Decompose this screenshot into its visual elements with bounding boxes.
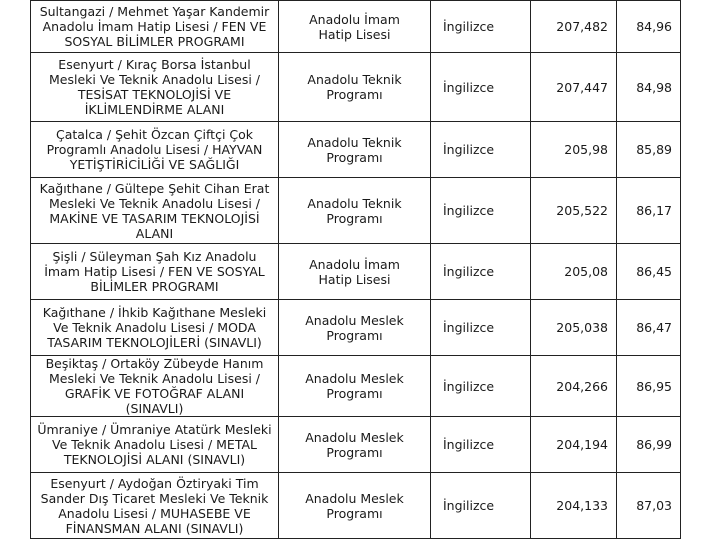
language-cell: İngilizce: [431, 1, 531, 53]
table-row: [31, 473, 681, 539]
program-type-cell: Anadolu Teknik Programı: [279, 122, 431, 178]
school-name-cell: Ümraniye / Ümraniye Atatürk Mesleki Ve Teknik Anadolu Lisesi / METAL TEKNOLOJİSİ ALANI (SINAVLI): [31, 417, 279, 473]
language-cell: İngilizce: [431, 300, 531, 356]
program-type-cell: Anadolu Meslek Programı: [279, 473, 431, 539]
language-cell: İngilizce: [431, 473, 531, 539]
program-type-cell: Anadolu Meslek Programı: [279, 300, 431, 356]
percentile-cell: 86,95: [617, 356, 681, 417]
language-cell: İngilizce: [431, 417, 531, 473]
table-row: [31, 417, 681, 473]
school-name-cell: Esenyurt / Aydoğan Öztiryaki Tim Sander Dış Ticaret Mesleki Ve Teknik Anadolu Lisesi / MUHASEBE VE FİNANSMAN ALANI (SINAVLI): [31, 473, 279, 539]
score-cell: 207,447: [531, 53, 617, 122]
school-name-cell: Sultangazi / Mehmet Yaşar Kandemir Anadolu İmam Hatip Lisesi / FEN VE SOSYAL BİLİMLER PROGRAMI: [31, 1, 279, 53]
school-name-cell: Kağıthane / İhkib Kağıthane Mesleki Ve Teknik Anadolu Lisesi / MODA TASARIM TEKNOLOJİLERİ (SINAVLI): [31, 300, 279, 356]
percentile-cell: 86,45: [617, 244, 681, 300]
score-cell: 204,133: [531, 473, 617, 539]
percentile-cell: 85,89: [617, 122, 681, 178]
table-row: [31, 122, 681, 178]
score-cell: 204,194: [531, 417, 617, 473]
program-type-cell: Anadolu İmam Hatip Lisesi: [279, 244, 431, 300]
language-cell: İngilizce: [431, 53, 531, 122]
program-type-cell: Anadolu Meslek Programı: [279, 417, 431, 473]
school-name-cell: Esenyurt / Kıraç Borsa İstanbul Mesleki Ve Teknik Anadolu Lisesi / TESİSAT TEKNOLOJİSİ VE İKLİMLENDİRME ALANI: [31, 53, 279, 122]
percentile-cell: 86,99: [617, 417, 681, 473]
score-cell: 204,266: [531, 356, 617, 417]
percentile-cell: 84,98: [617, 53, 681, 122]
percentile-cell: 84,96: [617, 1, 681, 53]
program-type-cell: Anadolu İmam Hatip Lisesi: [279, 1, 431, 53]
table-row: [31, 1, 681, 53]
school-name-cell: Beşiktaş / Ortaköy Zübeyde Hanım Mesleki Ve Teknik Anadolu Lisesi / GRAFİK VE FOTOĞRAF ALANI (SINAVLI): [31, 356, 279, 417]
percentile-cell: 86,17: [617, 178, 681, 244]
program-type-cell: Anadolu Teknik Programı: [279, 178, 431, 244]
table-row: [31, 356, 681, 417]
language-cell: İngilizce: [431, 356, 531, 417]
score-cell: 205,98: [531, 122, 617, 178]
table-row: [31, 53, 681, 122]
score-cell: 205,522: [531, 178, 617, 244]
language-cell: İngilizce: [431, 122, 531, 178]
school-name-cell: Kağıthane / Gültepe Şehit Cihan Erat Mesleki Ve Teknik Anadolu Lisesi / MAKİNE VE TASARIM TEKNOLOJİSİ ALANI: [31, 178, 279, 244]
table-row: [31, 300, 681, 356]
score-cell: 205,038: [531, 300, 617, 356]
program-type-cell: Anadolu Teknik Programı: [279, 53, 431, 122]
score-cell: 205,08: [531, 244, 617, 300]
language-cell: İngilizce: [431, 244, 531, 300]
language-cell: İngilizce: [431, 178, 531, 244]
table-row: [31, 244, 681, 300]
school-results-table: [30, 0, 681, 539]
score-cell: 207,482: [531, 1, 617, 53]
table-row: [31, 178, 681, 244]
program-type-cell: Anadolu Meslek Programı: [279, 356, 431, 417]
percentile-cell: 87,03: [617, 473, 681, 539]
school-name-cell: Şişli / Süleyman Şah Kız Anadolu İmam Hatip Lisesi / FEN VE SOSYAL BİLİMLER PROGRAMI: [31, 244, 279, 300]
percentile-cell: 86,47: [617, 300, 681, 356]
school-table-container: [30, 0, 680, 539]
school-name-cell: Çatalca / Şehit Özcan Çiftçi Çok Programlı Anadolu Lisesi / HAYVAN YETİŞTİRİCİLİĞİ VE SAĞLIĞI: [31, 122, 279, 178]
